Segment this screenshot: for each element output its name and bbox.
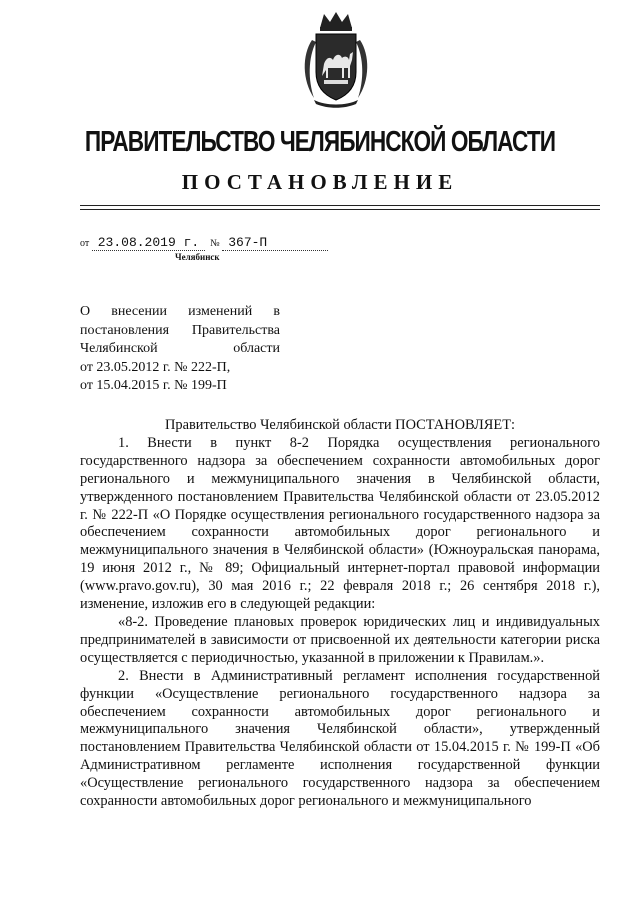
subject-line: Челябинской области — [80, 341, 280, 357]
paragraph-1: 1. Внести в пункт 8-2 Порядка осуществления регионального государственного надзора за обеспечением сохранности автомобильных дорог регионального и межмуниципального значения в Челябинской области, утвержденного постановлением Правительства Челябинской области от 23.05.2012 г. № 222-П «О Порядке осуществления регионального государственного надзора за обеспечением сохранности автомобильных дорог регионального и межмуниципального значения в Челябинской области» (Южноуральская панорама, 19 июня 2012 г., № 89; Официальный интернет-портал правовой информации (www.pravo.gov.ru), 30 мая 2016 г.; 22 февраля 2018 г.; 26 сентября 2018 г.), изменение, изложив его в следующей редакции: — [80, 434, 600, 613]
document-type-title: ПОСТАНОВЛЕНИЕ — [181, 170, 459, 194]
decree-subject — [80, 303, 280, 396]
subject-line: от 23.05.2012 г. № 222-П, — [80, 359, 231, 375]
decree-body — [80, 417, 600, 811]
subject-line: постановления Правительства — [80, 322, 280, 338]
paragraph-1-quote: «8-2. Проведение плановых проверок юридических лиц и индивидуальных предпринимателей в зависимости от присвоенной их деятельности категории риска осуществляется с периодичностью, указанной в приложении к Правилам.». — [80, 613, 600, 666]
city-name: Челябинск — [175, 252, 220, 262]
header-divider-thin — [80, 209, 600, 210]
subject-line: от 15.04.2015 г. № 199-П — [80, 378, 227, 394]
paragraph-2: 2. Внести в Административный регламент исполнения государственной функции «Осуществление регионального государственного надзора за обеспечением сохранности автомобильных дорог регионального и межмуниципального значения Челябинской области», утвержденный постановлением Правительства Челябинской области от 15.04.2015 г. № 199-П «Об Административном регламенте исполнения государственной функции «Осуществление регионального государственного надзора за обеспечением сохранности автомобильных дорог регионального и межмуниципального — [80, 667, 600, 810]
decree-date: 23.08.2019 г. — [97, 235, 200, 250]
government-title: ПРАВИТЕЛЬСТВО ЧЕЛЯБИНСКОЙ ОБЛАСТИ — [84, 126, 556, 158]
header-divider — [80, 205, 600, 206]
date-label: от — [80, 238, 90, 249]
decree-number: 367-П — [228, 235, 268, 250]
number-label: № — [210, 238, 220, 249]
coat-of-arms-emblem — [298, 10, 374, 110]
date-number-line — [80, 235, 328, 251]
decree-preamble: Правительство Челябинской области ПОСТАНОВЛЯЕТ: — [165, 417, 515, 433]
subject-line: О внесении изменений в — [80, 304, 280, 319]
